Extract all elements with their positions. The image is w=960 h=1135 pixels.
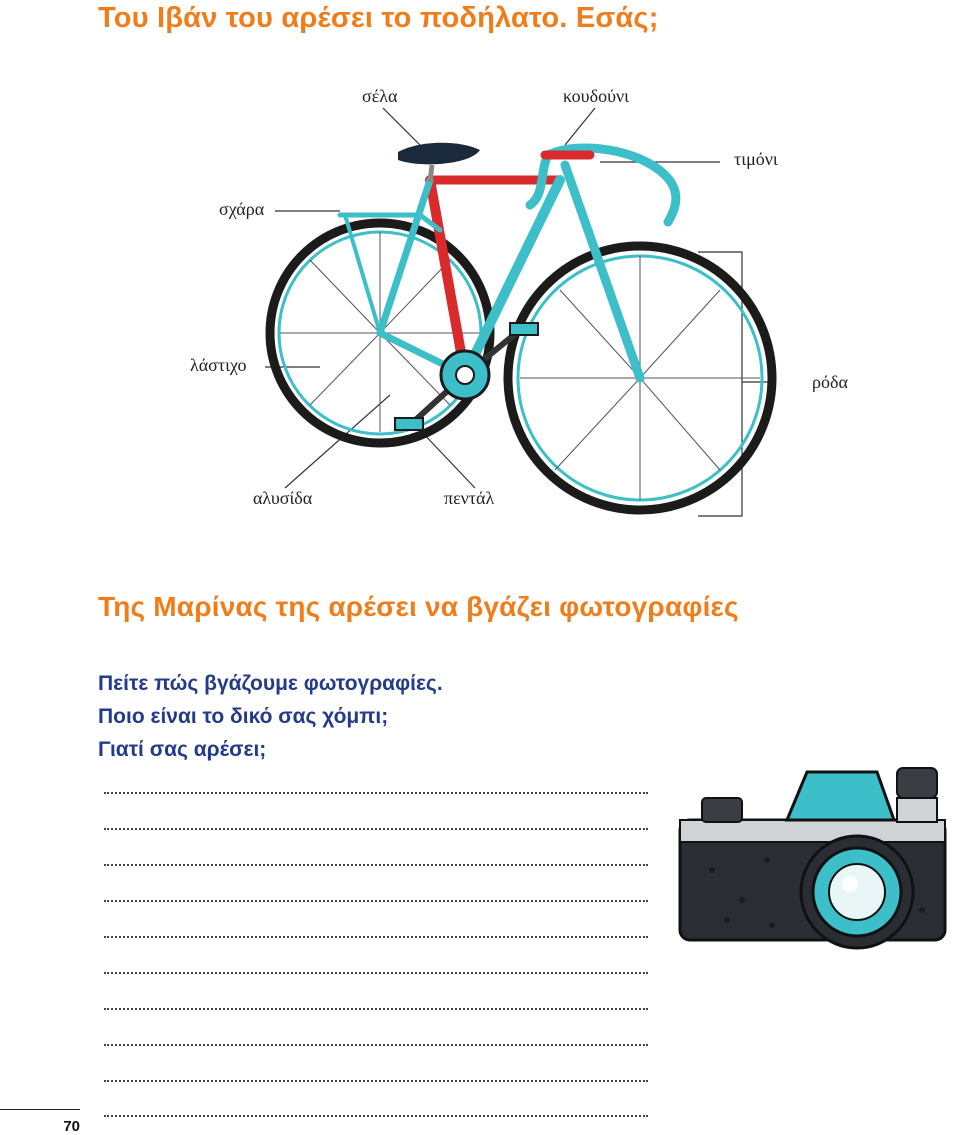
question-1: Πείτε πώς βγάζουμε φωτογραφίες. [98, 672, 443, 695]
label-roda: ρόδα [812, 372, 848, 392]
answer-line-8[interactable] [104, 1044, 648, 1046]
label-lasticho: λάστιχο [190, 355, 247, 375]
answer-line-1[interactable] [104, 792, 648, 794]
label-pental: πεντάλ [444, 488, 495, 508]
answer-line-7[interactable] [104, 1008, 648, 1010]
answer-line-4[interactable] [104, 900, 648, 902]
label-timoni: τιμόνι [734, 149, 778, 169]
answer-line-5[interactable] [104, 936, 648, 938]
question-2: Ποιο είναι το δικό σας χόμπι; [98, 705, 389, 728]
camera-illustration [672, 760, 952, 960]
label-alysida: αλυσίδα [253, 488, 313, 508]
label-koudouni: κουδούνι [563, 86, 629, 106]
section-title: Της Μαρίνας της αρέσει να βγάζει φωτογραφίες [98, 591, 739, 622]
page-title: Του Ιβάν του αρέσει το ποδήλατο. Εσάς; [98, 2, 659, 34]
question-3: Γιατί σας αρέσει; [98, 738, 267, 761]
page-number: 70 [0, 1109, 80, 1135]
answer-line-6[interactable] [104, 972, 648, 974]
answer-line-2[interactable] [104, 828, 648, 830]
label-schara: σχάρα [219, 199, 265, 219]
answer-line-3[interactable] [104, 864, 648, 866]
label-sela: σέλα [362, 86, 398, 106]
bicycle-illustration [0, 0, 960, 560]
answer-line-9[interactable] [104, 1080, 648, 1082]
answer-line-10[interactable] [104, 1115, 648, 1117]
